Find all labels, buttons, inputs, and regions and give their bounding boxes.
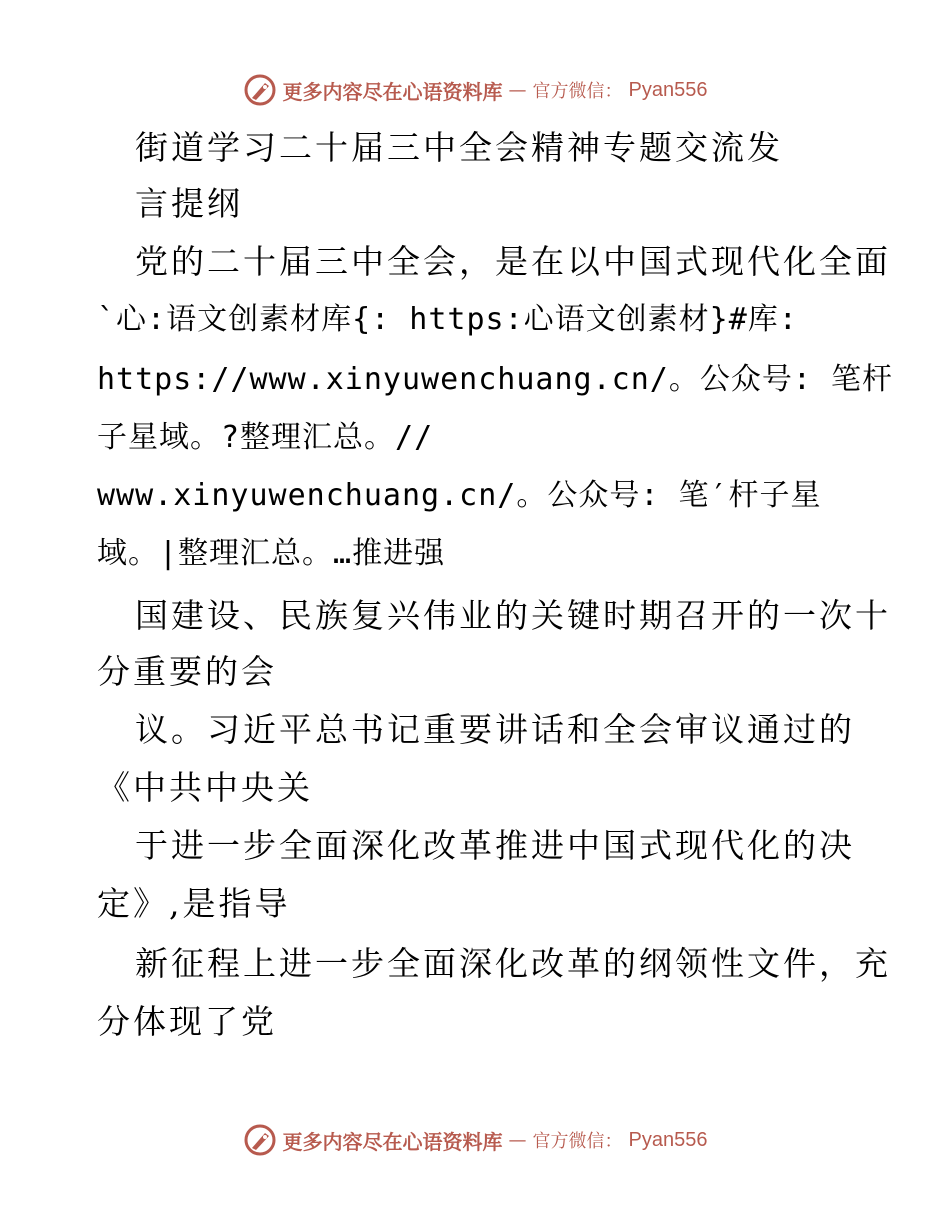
text-line: `心:语文创素材库{: https:心语文创素材}#库:	[97, 302, 798, 337]
text-line: 子星域。?整理汇总。//	[97, 420, 434, 455]
text-line: 于进一步全面深化改革推进中国式现代化的决	[135, 826, 855, 865]
banner-separator: —	[508, 79, 527, 101]
footer-banner	[0, 1120, 950, 1160]
banner-wechat-label: 官方微信：	[532, 81, 623, 102]
text-line: 新征程上进一步全面深化改革的纲领性文件，充	[135, 944, 891, 983]
banner-wechat-label: 官方微信：	[532, 1131, 623, 1152]
text-line: 分重要的会	[97, 652, 277, 691]
document-title-line-2: 言提纲	[135, 184, 243, 223]
banner-text: 更多内容尽在心语资料库	[282, 79, 503, 104]
banner-wechat-id: Pyan556	[628, 78, 708, 101]
text-line: 域。|整理汇总。…推进强	[97, 536, 446, 571]
text-line: www.xinyuwenchuang.cn/。公众号: 笔′杆子星	[97, 478, 822, 513]
header-banner	[0, 70, 950, 110]
text-line: https://www.xinyuwenchuang.cn/。公众号: 笔杆	[97, 362, 893, 397]
text-line: 《中共中央关	[97, 768, 313, 807]
text-line: 议。习近平总书记重要讲话和全会审议通过的	[135, 710, 855, 749]
pen-nib-logo-icon	[243, 1123, 277, 1157]
pen-nib-logo-icon	[243, 73, 277, 107]
text-line: 分体现了党	[97, 1002, 277, 1041]
text-line: 定》,是指导	[97, 884, 291, 923]
text-line: 党的二十届三中全会，是在以中国式现代化全面	[135, 242, 891, 281]
text-line: 国建设、民族复兴伟业的关键时期召开的一次十	[135, 596, 891, 635]
banner-wechat-id: Pyan556	[628, 1128, 708, 1151]
banner-separator: —	[508, 1129, 527, 1151]
document-title-line-1: 街道学习二十届三中全会精神专题交流发	[135, 128, 783, 167]
banner-text: 更多内容尽在心语资料库	[282, 1129, 503, 1154]
